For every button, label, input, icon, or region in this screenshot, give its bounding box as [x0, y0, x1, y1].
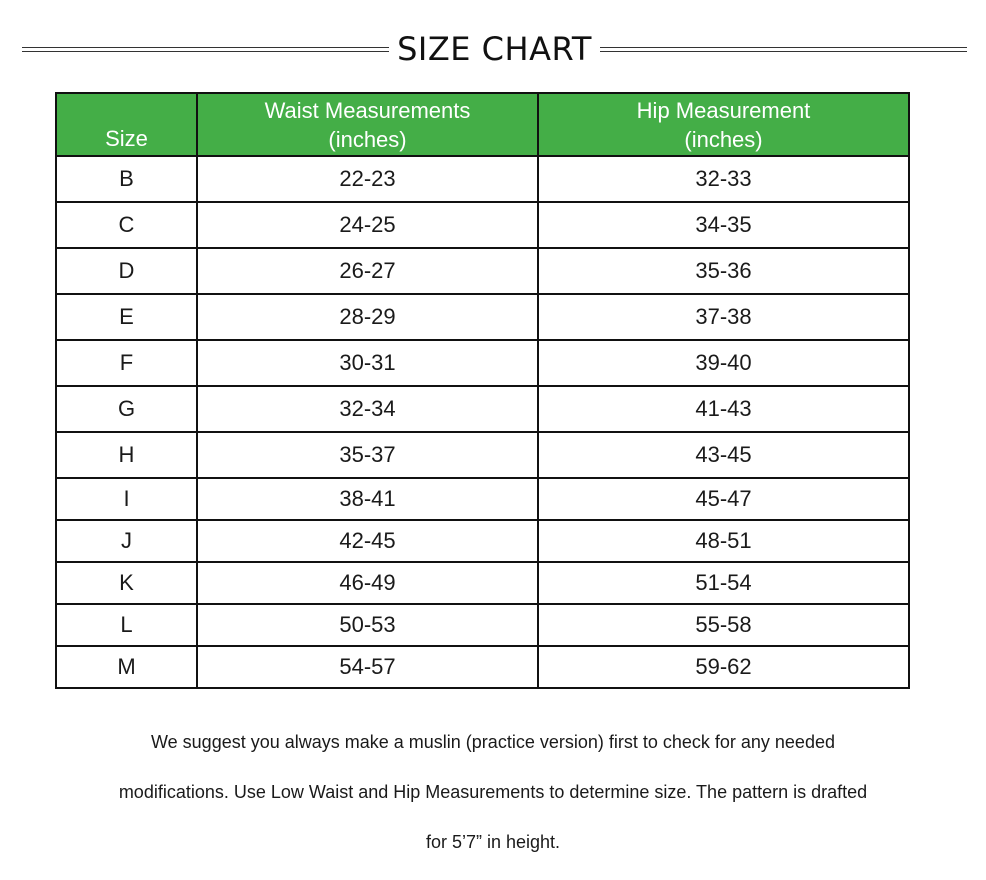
cell-size: G — [56, 386, 197, 432]
header-waist-line2: (inches) — [328, 126, 407, 152]
table-row — [56, 478, 909, 520]
table-row — [56, 202, 909, 248]
cell-size: I — [56, 478, 197, 520]
cell-hip: 32-33 — [538, 156, 909, 202]
cell-size: J — [56, 520, 197, 562]
table-row — [56, 520, 909, 562]
table-body — [56, 156, 909, 688]
cell-hip: 34-35 — [538, 202, 909, 248]
table-header-row — [56, 93, 909, 156]
title-rule-left — [22, 47, 389, 52]
cell-waist: 32-34 — [197, 386, 538, 432]
cell-hip: 45-47 — [538, 478, 909, 520]
cell-hip: 37-38 — [538, 294, 909, 340]
page-title: SIZE CHART — [397, 30, 592, 68]
cell-hip: 51-54 — [538, 562, 909, 604]
cell-waist: 28-29 — [197, 294, 538, 340]
cell-hip: 35-36 — [538, 248, 909, 294]
table-row — [56, 156, 909, 202]
title-rule-right — [600, 47, 967, 52]
table-row — [56, 386, 909, 432]
sizing-note-line1: We suggest you always make a muslin (practice version) first to check for any needed — [151, 732, 835, 752]
sizing-note — [40, 705, 946, 880]
cell-hip: 41-43 — [538, 386, 909, 432]
cell-hip: 39-40 — [538, 340, 909, 386]
cell-size: C — [56, 202, 197, 248]
cell-waist: 26-27 — [197, 248, 538, 294]
header-waist-line1: Waist Measurements — [264, 97, 471, 123]
header-hip-line2: (inches) — [684, 126, 763, 152]
cell-size: F — [56, 340, 197, 386]
table-row — [56, 294, 909, 340]
table-row — [56, 340, 909, 386]
title-row — [22, 28, 967, 70]
size-chart-table — [55, 92, 910, 689]
header-hip — [538, 93, 909, 156]
header-hip-line1: Hip Measurement — [636, 97, 811, 123]
table-row — [56, 432, 909, 478]
cell-waist: 35-37 — [197, 432, 538, 478]
cell-size: K — [56, 562, 197, 604]
cell-waist: 54-57 — [197, 646, 538, 688]
table-row — [56, 646, 909, 688]
cell-waist: 38-41 — [197, 478, 538, 520]
cell-size: B — [56, 156, 197, 202]
cell-waist: 50-53 — [197, 604, 538, 646]
cell-size: D — [56, 248, 197, 294]
header-waist — [197, 93, 538, 156]
table-row — [56, 562, 909, 604]
table-row — [56, 604, 909, 646]
table-row — [56, 248, 909, 294]
cell-waist: 30-31 — [197, 340, 538, 386]
cell-waist: 42-45 — [197, 520, 538, 562]
cell-waist: 24-25 — [197, 202, 538, 248]
cell-size: M — [56, 646, 197, 688]
cell-size: H — [56, 432, 197, 478]
cell-size: L — [56, 604, 197, 646]
cell-size: E — [56, 294, 197, 340]
cell-hip: 48-51 — [538, 520, 909, 562]
sizing-note-line2: modifications. Use Low Waist and Hip Measurements to determine size. The pattern is drafted — [118, 782, 868, 802]
header-size — [56, 93, 197, 156]
cell-hip: 55-58 — [538, 604, 909, 646]
cell-hip: 43-45 — [538, 432, 909, 478]
header-size-label: Size — [105, 126, 148, 151]
sizing-note-line3: for 5’7” in height. — [425, 832, 561, 852]
cell-waist: 22-23 — [197, 156, 538, 202]
cell-waist: 46-49 — [197, 562, 538, 604]
cell-hip: 59-62 — [538, 646, 909, 688]
